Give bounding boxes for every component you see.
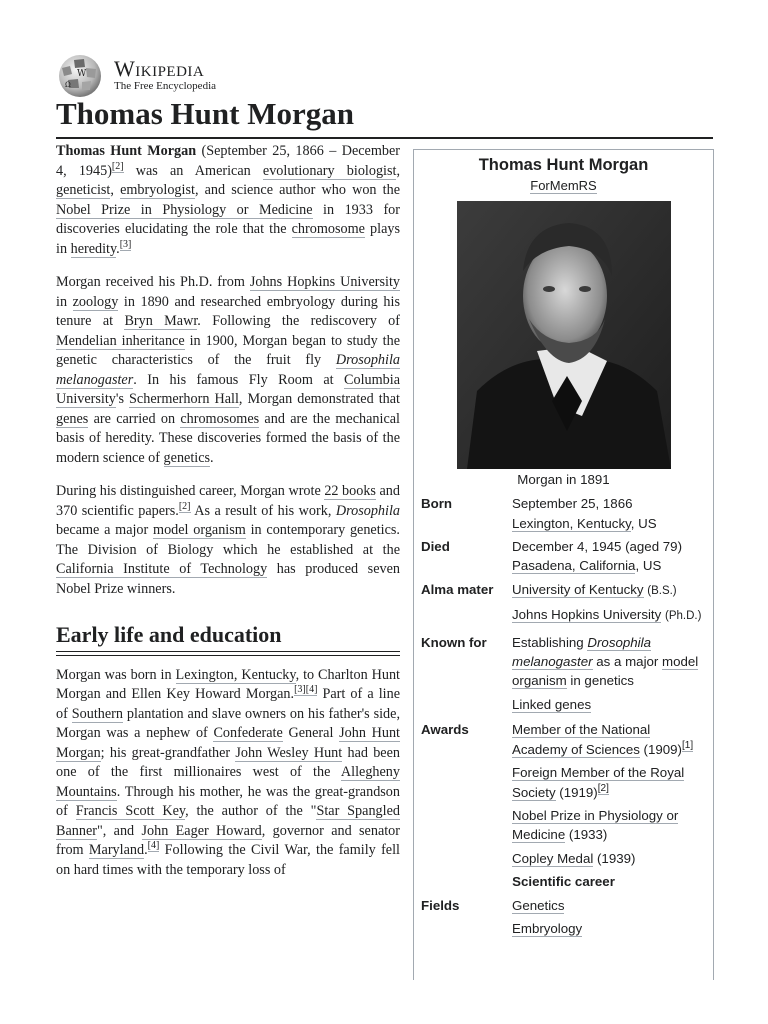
reference-link[interactable]: [1] [682, 740, 694, 752]
text: are carried on [88, 410, 181, 427]
text: , [396, 162, 400, 179]
infobox-subheader: Scientific career [512, 874, 615, 890]
early-life-paragraph [56, 666, 400, 881]
text: . [144, 842, 148, 858]
row-label: Fields [421, 897, 460, 913]
text: Morgan was born in [56, 666, 176, 683]
text: . [116, 240, 120, 257]
reference-link[interactable]: [3][4] [294, 684, 318, 696]
text: , [110, 182, 121, 198]
link-22-books[interactable]: 22 books [324, 483, 376, 499]
link-genes[interactable]: genes [56, 410, 89, 427]
link-confederate[interactable]: Confederate [213, 725, 283, 741]
text: as a major [592, 654, 663, 670]
text: Establishing [512, 634, 588, 650]
link-star-spangled-banner[interactable]: Star Spangled Banner [56, 803, 400, 839]
text: . In his famous Fly Room at [133, 371, 345, 388]
reference-link[interactable]: [2] [178, 500, 191, 512]
infobox [413, 149, 714, 980]
text: was an American [123, 162, 263, 179]
infobox-row-fields [414, 896, 713, 939]
text: . [210, 449, 214, 466]
intro-paragraph-2 [56, 273, 400, 468]
link-nobel-prize-award[interactable]: Nobel Prize in Physiology or Medicine [512, 807, 679, 843]
title-divider [56, 137, 713, 139]
text: in contemporary genetics. The Division of Biology which he established at the [56, 522, 400, 558]
text: Morgan received his Ph.D. from [56, 274, 250, 290]
link-born-place[interactable]: Lexington, Kentucky [512, 515, 631, 531]
link-geneticist[interactable]: geneticist [56, 182, 111, 198]
svg-text:W: W [77, 69, 87, 79]
text: , governor and senator from [56, 822, 400, 858]
link-genetics[interactable]: genetics [163, 449, 211, 466]
link-maryland[interactable]: Maryland [88, 842, 145, 858]
link-embryologist[interactable]: embryologist [120, 182, 195, 198]
text: , and science author who won the [194, 182, 400, 198]
wikipedia-brand[interactable] [56, 54, 316, 100]
text: has produced seven Nobel Prize winners. [56, 561, 400, 597]
row-label: Died [421, 539, 450, 555]
page-title: Thomas Hunt Morgan [56, 96, 354, 131]
text: and 370 scientific papers. [56, 483, 400, 519]
text: (September 25, 1866 – December 4, 1945) [56, 143, 401, 179]
reference-link[interactable]: [4] [147, 840, 160, 852]
tagline: The Free Encyclopedia [114, 80, 217, 92]
link-died-place[interactable]: Pasadena, California [512, 558, 636, 574]
link-bryn-mawr[interactable]: Bryn Mawr [124, 313, 198, 329]
italic-text: Drosophila melanogaster [56, 352, 400, 388]
text: ", and [96, 822, 142, 839]
italic-text: Drosophila melanogaster [512, 634, 651, 670]
text: (1909) [639, 741, 682, 757]
link-zoology[interactable]: zoology [72, 293, 119, 310]
link-nas-member[interactable]: Member of the National Academy of Sciences [512, 722, 651, 757]
link-embryology-field[interactable]: Embryology [512, 920, 583, 936]
infobox-row-died [414, 537, 713, 576]
link-johns-hopkins[interactable]: Johns Hopkins University [249, 274, 400, 290]
text: , the author of the " [185, 803, 317, 819]
text: (1933) [565, 827, 608, 843]
infobox-row-known-for [414, 633, 713, 715]
text: in 1900, Morgan began to study the genetic characteristics of the fruit fly [56, 332, 400, 368]
link-copley-medal[interactable]: Copley Medal [512, 850, 594, 866]
reference-link[interactable]: [2] [597, 783, 609, 795]
reference-link[interactable]: [2] [111, 160, 124, 172]
link-heredity[interactable]: heredity [70, 240, 117, 257]
link-mendelian-inheritance[interactable]: Mendelian inheritance [56, 332, 185, 349]
text: plantation and slave owners on his father's side, Morgan was a nephew of [56, 705, 400, 741]
row-label: Awards [421, 722, 469, 738]
row-label: Known for [421, 634, 487, 650]
link-columbia[interactable]: Columbia University [56, 371, 400, 407]
text: . Following the rediscovery of [197, 313, 401, 329]
died-date: December 4, 1945 (aged 79) [512, 539, 683, 555]
text: ; his great-grandfather [100, 744, 236, 761]
wordmark: Wikipedia [114, 56, 205, 81]
text: , US [630, 515, 657, 531]
degree: (Ph.D.) [664, 610, 702, 623]
infobox-title: Thomas Hunt Morgan [478, 156, 649, 174]
section-heading: Early life and education [56, 622, 282, 647]
puzzle-globe-icon [56, 54, 104, 98]
text: (1939) [593, 850, 636, 866]
subject-name: Thomas Hunt Morgan [56, 143, 197, 159]
italic-text: Drosophila [335, 502, 400, 519]
text: General [282, 725, 340, 741]
text: in 1933 for discoveries elucidating the role that the [56, 201, 400, 237]
text: in genetics [566, 673, 634, 689]
link-john-eager-howard[interactable]: John Eager Howard [141, 822, 262, 839]
link-royal-society[interactable]: Foreign Member of the Royal Society [512, 765, 685, 800]
link-university-of-kentucky[interactable]: University of Kentucky [512, 581, 644, 597]
link-allegheny-mountains[interactable]: Allegheny Mountains [56, 764, 400, 800]
link-chromosome[interactable]: chromosome [291, 221, 365, 237]
link-caltech[interactable]: California Institute of Technology [56, 561, 268, 577]
link-francis-scott-key[interactable]: Francis Scott Key [75, 803, 186, 819]
link-chromosomes[interactable]: chromosomes [180, 410, 260, 427]
intro-paragraph-3 [56, 482, 400, 599]
link-john-hunt-morgan[interactable]: John Hunt Morgan [56, 725, 400, 761]
link-genetics-field[interactable]: Genetics [512, 897, 565, 913]
intro-paragraph-1 [56, 142, 400, 259]
infobox-row-born [414, 494, 713, 533]
text: (1919) [555, 784, 598, 800]
born-date: September 25, 1866 [512, 496, 633, 512]
link-lexington-kentucky[interactable]: Lexington, Kentucky [175, 666, 296, 683]
link-model-organism[interactable]: model organism [512, 654, 699, 689]
infobox-row-awards [414, 720, 713, 868]
text: and are the mechanical basis of heredity. These discoveries formed the basis of the modern science of [56, 410, 400, 466]
infobox-row-alma-mater [414, 580, 713, 627]
text: in [56, 293, 73, 310]
reference-link[interactable]: [3] [119, 238, 132, 250]
photo-caption: Morgan in 1891 [517, 471, 610, 487]
link-john-wesley-hunt[interactable]: John Wesley Hunt [235, 744, 343, 761]
text: As a result of his work, [190, 502, 336, 519]
text: Following the Civil War, the family fell on hard times with the temporary loss of [56, 842, 400, 878]
link-johns-hopkins-university[interactable]: Johns Hopkins University [512, 607, 662, 623]
link-model-organism[interactable]: model organism [153, 522, 246, 538]
row-label: Alma mater [421, 581, 494, 597]
text: , US [635, 558, 662, 574]
text: in 1890 and researched embryology during his tenure at [56, 293, 400, 329]
text: became a major [56, 522, 154, 538]
link-linked-genes[interactable]: Linked genes [512, 696, 592, 712]
link-nobel-prize[interactable]: Nobel Prize in Physiology or Medicine [56, 201, 313, 218]
text: had been one of the first millionaires west of the [56, 744, 400, 780]
text: . Through his mother, he was the great-grandson of [56, 783, 400, 819]
section-divider [56, 651, 400, 656]
row-label: Born [421, 496, 453, 512]
degree: (B.S.) [647, 584, 677, 597]
link-formemrs[interactable]: ForMemRS [530, 178, 597, 194]
text: During his distinguished career, Morgan wrote [56, 483, 325, 499]
text: 's [115, 391, 130, 407]
article-body [56, 141, 400, 894]
text: , Morgan demonstrated that [238, 391, 400, 407]
text: plays in [56, 221, 400, 257]
svg-text:Ω: Ω [65, 81, 71, 89]
link-schermerhorn-hall[interactable]: Schermerhorn Hall [129, 391, 239, 407]
link-evolutionary-biologist[interactable]: evolutionary biologist [262, 162, 397, 179]
portrait-photo[interactable] [457, 201, 671, 469]
text: , to Charlton Hunt Morgan and Ellen Key Howard Morgan. [56, 666, 400, 702]
link-southern[interactable]: Southern [71, 705, 123, 722]
text: Part of a line of [56, 686, 400, 722]
